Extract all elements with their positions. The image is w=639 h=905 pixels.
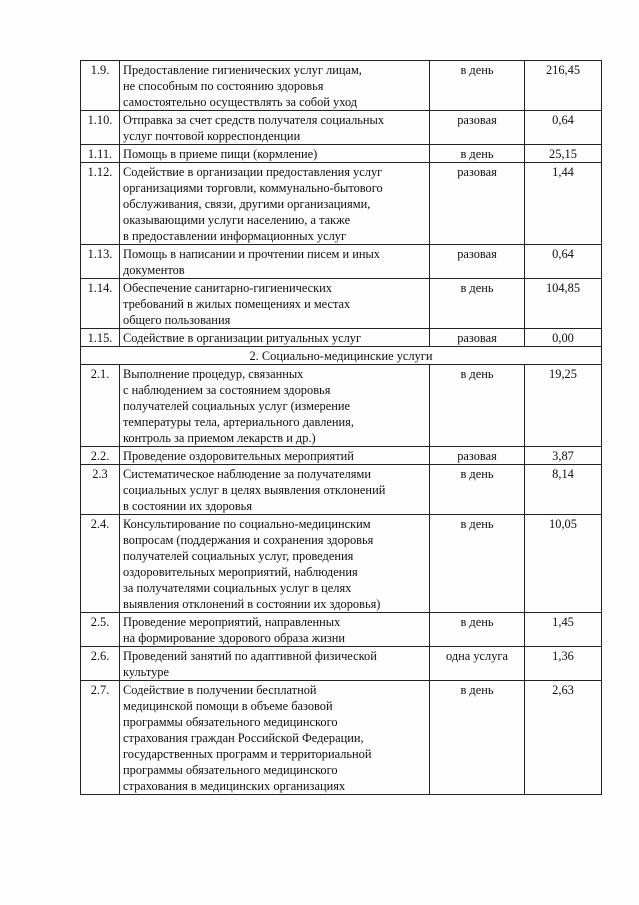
services-tariff-table: [80, 60, 602, 795]
table-row: [81, 613, 602, 647]
row-number: 1.13.: [81, 245, 120, 279]
tariff-price: 8,14: [525, 465, 602, 515]
section-row: [81, 347, 602, 365]
tariff-price: 10,05: [525, 515, 602, 613]
tariff-price: 25,15: [525, 145, 602, 163]
table-row: [81, 681, 602, 795]
service-name: Проведение мероприятий, направленных на формирование здорового образа жизни: [120, 613, 430, 647]
unit-of-service: разовая: [430, 245, 525, 279]
unit-of-service: в день: [430, 681, 525, 795]
table-body: [81, 61, 602, 795]
service-name: Содействие в организации ритуальных услуг: [120, 329, 430, 347]
service-name: Предоставление гигиенических услуг лицам, не способным по состоянию здоровья самостоятельно осуществлять за собой уход: [120, 61, 430, 111]
unit-of-service: одна услуга: [430, 647, 525, 681]
table-row: [81, 515, 602, 613]
tariff-price: 1,44: [525, 163, 602, 245]
service-name: Помощь в приеме пищи (кормление): [120, 145, 430, 163]
row-number: 1.9.: [81, 61, 120, 111]
row-number: 2.3: [81, 465, 120, 515]
row-number: 1.15.: [81, 329, 120, 347]
table-row: [81, 279, 602, 329]
row-number: 1.12.: [81, 163, 120, 245]
row-number: 2.1.: [81, 365, 120, 447]
tariff-price: 0,00: [525, 329, 602, 347]
row-number: 2.5.: [81, 613, 120, 647]
table-row: [81, 329, 602, 347]
service-name: Обеспечение санитарно-гигиенических требований в жилых помещениях и местах общего пользования: [120, 279, 430, 329]
row-number: 2.4.: [81, 515, 120, 613]
unit-of-service: разовая: [430, 329, 525, 347]
row-number: 2.7.: [81, 681, 120, 795]
row-number: 1.14.: [81, 279, 120, 329]
tariff-price: 216,45: [525, 61, 602, 111]
row-number: 1.10.: [81, 111, 120, 145]
tariff-price: 0,64: [525, 245, 602, 279]
service-name: Проведение оздоровительных мероприятий: [120, 447, 430, 465]
service-name: Систематическое наблюдение за получателями социальных услуг в целях выявления отклонений в состоянии их здоровья: [120, 465, 430, 515]
service-name: Содействие в получении бесплатной медицинской помощи в объеме базовой программы обязательного медицинского страхования граждан Российской Федерации, государственных программ и территориальной программы обязательного медицинского страхования в медицинских организациях: [120, 681, 430, 795]
unit-of-service: в день: [430, 465, 525, 515]
table-row: [81, 365, 602, 447]
tariff-price: 2,63: [525, 681, 602, 795]
unit-of-service: в день: [430, 613, 525, 647]
tariff-price: 19,25: [525, 365, 602, 447]
unit-of-service: разовая: [430, 447, 525, 465]
row-number: 1.11.: [81, 145, 120, 163]
unit-of-service: в день: [430, 515, 525, 613]
service-name: Отправка за счет средств получателя социальных услуг почтовой корреспонденции: [120, 111, 430, 145]
service-name: Выполнение процедур, связанных с наблюдением за состоянием здоровья получателей социальных услуг (измерение температуры тела, артериального давления, контроль за приемом лекарств и др.): [120, 365, 430, 447]
row-number: 2.6.: [81, 647, 120, 681]
tariff-price: 0,64: [525, 111, 602, 145]
unit-of-service: в день: [430, 61, 525, 111]
tariff-price: 1,45: [525, 613, 602, 647]
tariff-price: 104,85: [525, 279, 602, 329]
table-row: [81, 647, 602, 681]
section-title: 2. Социально-медицинские услуги: [81, 347, 602, 365]
service-name: Консультирование по социально-медицинским вопросам (поддержания и сохранения здоровья получателей социальных услуг, проведения оздоровительных мероприятий, наблюдения за получателями социальных услуг в целях выявления отклонений в состоянии их здоровья): [120, 515, 430, 613]
table-row: [81, 111, 602, 145]
unit-of-service: в день: [430, 145, 525, 163]
tariff-price: 3,87: [525, 447, 602, 465]
row-number: 2.2.: [81, 447, 120, 465]
unit-of-service: в день: [430, 365, 525, 447]
table-row: [81, 145, 602, 163]
table-row: [81, 61, 602, 111]
service-name: Содействие в организации предоставления услуг организациями торговли, коммунально-бытового обслуживания, связи, другими организациями, оказывающими услуги населению, а также в предоставлении информационных услуг: [120, 163, 430, 245]
service-name: Проведений занятий по адаптивной физической культуре: [120, 647, 430, 681]
unit-of-service: разовая: [430, 163, 525, 245]
table-row: [81, 163, 602, 245]
table-row: [81, 245, 602, 279]
tariff-price: 1,36: [525, 647, 602, 681]
table-row: [81, 447, 602, 465]
unit-of-service: разовая: [430, 111, 525, 145]
table-row: [81, 465, 602, 515]
service-name: Помощь в написании и прочтении писем и иных документов: [120, 245, 430, 279]
unit-of-service: в день: [430, 279, 525, 329]
